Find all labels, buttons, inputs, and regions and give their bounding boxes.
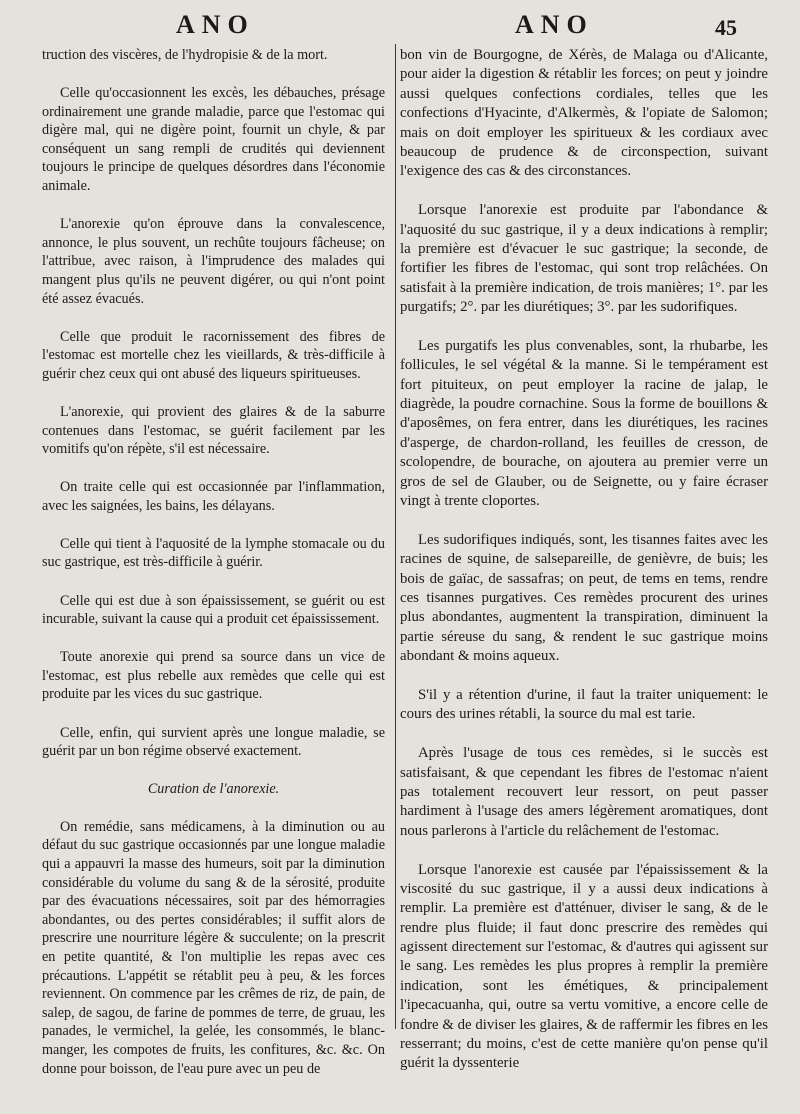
- paragraph: Celle, enfin, qui survient après une longue maladie, se guérit par un bon régime observé exactement.: [42, 724, 385, 760]
- paragraph: Après l'usage de tous ces remèdes, si le succès est satisfaisant, & que cependant les fibres de l'estomac n'aient pas totalement recouvert leur ressort, on peut passer hardiment à l'usage des amers légèrement aromatiques, dont nous parlerons à l'article du relâchement de l'estomac.: [400, 745, 768, 839]
- paragraph: On traite celle qui est occasionnée par l'inflammation, avec les saignées, les bains, les délayans.: [42, 479, 385, 514]
- paragraph: Celle qui tient à l'aquosité de la lymphe stomacale ou du suc gastrique, est très-difficile à guérir.: [42, 535, 385, 571]
- paragraph: Celle que produit le racornissement des fibres de l'estomac est mortelle chez les vieillards, & très-difficile à guérir chez ceux qui ont abusé des liqueurs spiritueuses.: [42, 328, 385, 382]
- paragraph: Les sudorifiques indiqués, sont, les tisannes faites avec les racines de squine, de salsepareille, de genièvre, de buis; les bois de gaïac, de sassafras; on peut, de tems en tems, rendre ces tisannes purgatives. Ces remèdes procurent des urines plus abondantes, augmentent la transpiration, diminuent la partie séreuse du sang, & rendent le suc gastrique moins abondant & moins aqueux.: [400, 531, 768, 664]
- paragraph: L'anorexie, qui provient des glaires & de la saburre contenues dans l'estomac, se guérit facilement par les vomitifs qu'on répète, s'il est nécessaire.: [42, 403, 385, 458]
- paragraph: On remédie, sans médicamens, à la diminution ou au défaut du suc gastrique occasionnés par une longue maladie qui a appauvri la masse des humeurs, soit par la diminution considérable du volume du sang & de la sérosité, produite par des évacuations nécessaires, soit par des hémorragies abondantes, ou des pertes considérables; il suffit alors de prescrire une nourriture légère & succulente; on la prescrit en petite quantité, & l'on multiplie les repas avec ces précautions. L'appétit se rétablit peu à peu, & les forces reviennent. On commence par les crêmes de riz, de pain, de salep, de sagou, de farine de pommes de terre, de gruau, les panades, le vermichel, la gelée, les consommés, le blanc-manger, les compotes de fruits, les confitures, &c. &c. On donne pour boisson, de l'eau pure avec un peu de: [42, 818, 385, 1077]
- paragraph: Lorsque l'anorexie est produite par l'abondance & l'aquosité du suc gastrique, il y a deux indications à remplir; la première est d'évacuer le suc gastrique; la seconde, de fortifier les fibres de l'estomac, qui sont trop relâchées. On satisfait à la première indication, de trois manières; 1°. par les purgatifs; 2°. par les diurétiques; 3°. par les sudorifiques.: [400, 202, 768, 315]
- paragraph: truction des viscères, de l'hydropisie & de la mort.: [42, 47, 328, 63]
- running-head-right: ANO: [515, 10, 594, 39]
- paragraph: S'il y a rétention d'urine, il faut la traiter uniquement: le cours des urines rétabli, la source du mal est tarie.: [400, 686, 768, 723]
- column-divider: [395, 44, 396, 1029]
- paragraph: bon vin de Bourgogne, de Xérès, de Malaga ou d'Alicante, pour aider la digestion & rétablir les forces; on peut y joindre aussi quelques confections cordiales, telles que les confections d'Hyacinte, d'Alkermès, & l'opiate de Salomon; mais on doit employer les spiritueux & les cordiaux avec beaucoup de prudence & de circonspection, suivant l'exigence des cas & des circonstances.: [400, 47, 768, 180]
- paragraph: Toute anorexie qui prend sa source dans un vice de l'estomac, est plus rebelle aux remèdes que celle qui est produite par les vices du suc gastrique.: [42, 649, 385, 703]
- running-head: [0, 0, 800, 46]
- running-head-left: ANO: [176, 10, 255, 39]
- paragraph: Celle qui est due à son épaississement, se guérit ou est incurable, suivant la cause qui a produit cet épaississement.: [42, 592, 385, 628]
- paragraph: Les purgatifs les plus convenables, sont, la rhubarbe, les follicules, le sel végétal & la manne. Si le tempérament est fort pituiteux, on peut employer la racine de jalap, le diagrède, la poudre cornachine. Sous la forme de bouillons & d'aposêmes, on fera entrer, dans les diurétiques, les racines d'asperge, de chardon-rolland, les feuilles de cresson, de scolopendre, de bourache, on ajoutera au premier verre un gros de sel de Glauber, ou de Seignette, ou y faire écraser vingt à trente cloportes.: [400, 337, 768, 509]
- paragraph: Lorsque l'anorexie est causée par l'épaississement & la viscosité du suc gastrique, il y a aussi deux indications à remplir. La première est d'atténuer, diviser le sang, & de le rendre plus fluide; il faut donc prescrire des remèdes qui agissent directement sur l'estomac, & d'autres qui agissent sur le sang. Les remèdes les plus propres à remplir la première indication, sont les émétiques, & principalement l'ipecacuanha, qui, outre sa vertu vomitive, a encore celle de fondre & de diviser les glaires, & de raffermir les fibres en les resserrant; du moins, c'est de cette manière qu'on pense qu'il guérit la dyssenterie: [400, 861, 768, 1072]
- right-column: [400, 46, 768, 1093]
- paragraph: L'anorexie qu'on éprouve dans la convalescence, annonce, le plus souvent, un rechûte toujours fâcheuse; on l'attribue, avec raison, à l'imprudence des malades qui mangent plus qu'ils ne peuvent digérer, ou qui n'ont point été assez évacués.: [42, 216, 385, 307]
- paragraph: Celle qu'occasionnent les excès, les débauches, présage ordinairement une grande maladie, parce que l'estomac qui digère mal, qui ne digère point, fournit un chyle, & par conséquent un sang rempli de crudités qui deviennent toujours le principe de quelques désordres dans l'économie animale.: [42, 85, 385, 195]
- page-number: 45: [715, 15, 737, 40]
- section-heading: Curation de l'anorexie.: [147, 781, 280, 798]
- left-column: [42, 46, 385, 1098]
